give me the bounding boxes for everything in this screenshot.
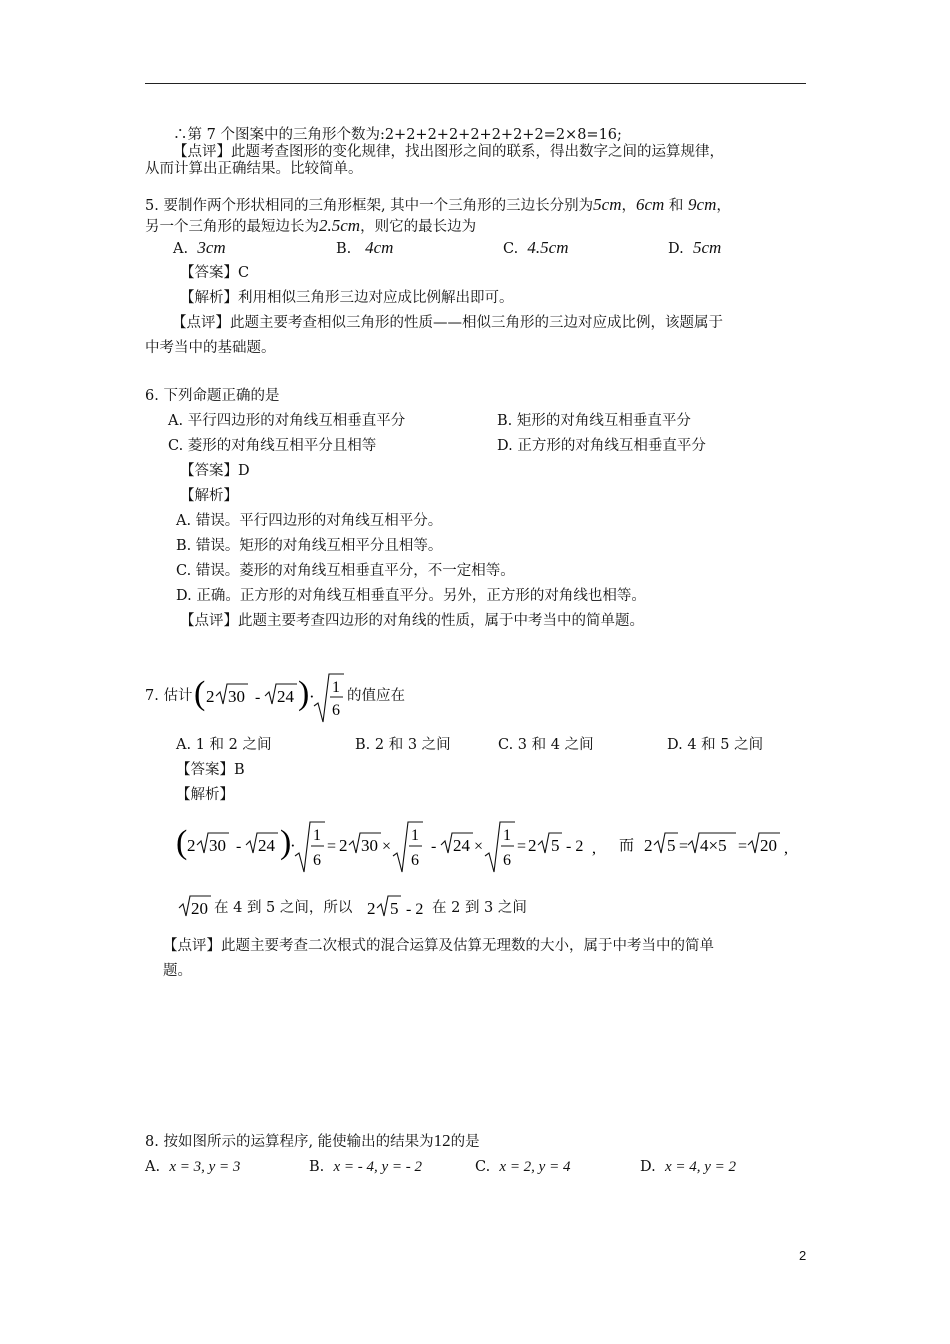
q8-value-12: 12 xyxy=(433,1131,451,1150)
q7-denominator: 6 xyxy=(313,852,321,869)
q8-option-d: D. x = 4, y = 2 xyxy=(640,1159,736,1175)
q6-analysis-head: 【解析】 xyxy=(180,488,238,504)
header-rule xyxy=(145,83,806,84)
q7-2sqrt5-minus-2 xyxy=(366,894,432,922)
q7-comma: , xyxy=(592,840,596,857)
q5-stem-text: ，则它的最长边为 xyxy=(360,219,477,235)
q7-dot: · xyxy=(290,836,296,855)
q8-option-a: A. x = 3, y = 3 xyxy=(145,1159,241,1175)
q5-option-d: D. 5cm xyxy=(668,238,722,257)
q7-numerator: 1 xyxy=(313,827,321,844)
q5-answer: 【答案】C xyxy=(180,265,250,281)
q5-value-9cm: 9cm xyxy=(688,195,717,214)
q6-stem: 6. 下列命题正确的是 xyxy=(145,388,280,404)
q7-and-word: 而 xyxy=(619,838,635,854)
q5-value-6cm: 6cm xyxy=(636,195,665,214)
q6-analysis-a: A. 错误。平行四边形的对角线互相平分。 xyxy=(176,513,443,529)
q5-and: 和 xyxy=(664,198,689,214)
q7-comment-line1: 【点评】此题主要考查二次根式的混合运算及估算无理数的大小，属于中考当中的简单 xyxy=(163,938,714,954)
intro-comment-line1: 【点评】此题考查图形的变化规律，找出图形之间的联系，得出数字之间的运算规律， xyxy=(173,144,724,160)
q7-right-paren: ) xyxy=(298,675,310,712)
q7-denominator: 6 xyxy=(332,702,340,719)
q7-times: × xyxy=(474,838,484,855)
q5-value-5cm: 5cm xyxy=(593,195,622,214)
q5-stem-line2 xyxy=(145,217,476,236)
q7-stem-expression xyxy=(192,670,347,726)
q7-option-c: C. 3 和 4 之间 xyxy=(498,737,594,753)
q7-radicand-24: 24 xyxy=(277,687,294,706)
q7-coef-two: 2 xyxy=(206,687,215,706)
q5-sep: ， xyxy=(716,198,731,214)
intro-comment-line2: 从而计算出正确结果。比较简单。 xyxy=(145,161,363,177)
q7-left-paren: ( xyxy=(194,675,206,712)
q5-value-2-5cm: 2.5cm xyxy=(319,216,361,235)
q5-option-b: B. 4cm xyxy=(336,238,394,257)
q7-analysis-expression xyxy=(174,816,806,876)
q7-minus: - xyxy=(255,689,261,706)
q6-option-c: C. 菱形的对角线互相平分且相等 xyxy=(168,438,377,454)
q6-option-d: D. 正方形的对角线互相垂直平分 xyxy=(497,438,706,454)
q5-stem-text: 另一个三角形的最短边长为 xyxy=(145,219,319,235)
q7-radicand-4x5: 4×5 xyxy=(700,836,727,855)
q7-equals: = xyxy=(738,838,748,855)
q7-right-paren: ) xyxy=(280,824,292,861)
q6-option-b: B. 矩形的对角线互相垂直平分 xyxy=(497,413,691,429)
q6-option-a: A. 平行四边形的对角线互相垂直平分 xyxy=(168,413,406,429)
q7-equals: = xyxy=(517,838,527,855)
q7-option-a: A. 1 和 2 之间 xyxy=(176,737,272,753)
q8-option-c: C. x = 2, y = 4 xyxy=(475,1159,571,1175)
q7-comment-line2: 题。 xyxy=(163,963,192,979)
q7-radicand-5: 5 xyxy=(551,836,560,855)
q8-stem xyxy=(145,1132,480,1151)
q6-analysis-c: C. 错误。菱形的对角线互相垂直平分，不一定相等。 xyxy=(176,563,515,579)
q7-minus: - xyxy=(236,838,242,855)
q7-coef-two: 2 xyxy=(367,899,376,918)
q7-minus: - xyxy=(431,838,437,855)
q7-minus-two: - 2 xyxy=(566,838,584,855)
q6-analysis-d: D. 正确。正方形的对角线互相垂直平分。另外，正方形的对角线也相等。 xyxy=(176,588,646,604)
q7-coef-two: 2 xyxy=(187,836,196,855)
q7-minus-two: - 2 xyxy=(406,901,424,918)
q8-option-b: B. x = - 4, y = - 2 xyxy=(309,1159,423,1175)
q7-denominator: 6 xyxy=(411,852,419,869)
q7-radicand-30: 30 xyxy=(228,687,245,706)
q7-radicand-5: 5 xyxy=(390,899,399,918)
q6-analysis-b: B. 错误。矩形的对角线互相平分且相等。 xyxy=(176,538,443,554)
q7-radicand-20: 20 xyxy=(760,836,777,855)
q7-coef-two: 2 xyxy=(644,836,653,855)
q7-times: × xyxy=(382,838,392,855)
q5-comment-line1: 【点评】此题主要考查相似三角形的性质——相似三角形的三边对应成比例，该题属于 xyxy=(172,315,723,331)
q5-sep: ， xyxy=(621,198,636,214)
q7-radicand-24: 24 xyxy=(258,836,275,855)
q5-option-c: C. 4.5cm xyxy=(503,238,569,257)
q7-radicand-5: 5 xyxy=(667,836,676,855)
q7-option-b: B. 2 和 3 之间 xyxy=(355,737,451,753)
q7-equals: = xyxy=(327,838,337,855)
q7-denominator: 6 xyxy=(503,852,511,869)
q7-sqrt20 xyxy=(178,894,212,922)
q7-numerator: 1 xyxy=(503,827,511,844)
q7-coef-two: 2 xyxy=(528,836,537,855)
q6-comment: 【点评】此题主要考查四边形的对角线的性质，属于中考当中的简单题。 xyxy=(180,613,644,629)
q5-option-a: A. 3cm xyxy=(173,238,226,257)
q7-conclusion-text: 在 2 到 3 之间 xyxy=(432,900,527,916)
q7-comma: , xyxy=(784,840,788,857)
q7-stem-prefix: 7. 估计 xyxy=(145,688,193,704)
q7-coef-two: 2 xyxy=(339,836,348,855)
q7-dot: · xyxy=(309,687,315,706)
intro-line: ∴第 7 个图案中的三角形个数为:2+2+2+2+2+2+2+2=2×8=16; xyxy=(173,127,622,143)
q6-answer: 【答案】D xyxy=(180,463,250,479)
q7-stem-suffix: 的值应在 xyxy=(347,688,405,704)
q7-numerator: 1 xyxy=(411,827,419,844)
q5-stem-text: 5. 要制作两个形状相同的三角形框架, 其中一个三角形的三边长分别为 xyxy=(145,198,594,214)
q7-equals: = xyxy=(679,838,689,855)
q7-radicand-20: 20 xyxy=(191,899,208,918)
q7-analysis-head: 【解析】 xyxy=(176,787,234,803)
q7-left-paren: ( xyxy=(176,824,188,861)
q7-radicand-30: 30 xyxy=(209,836,226,855)
q5-analysis: 【解析】利用相似三角形三边对应成比例解出即可。 xyxy=(180,290,514,306)
q7-radicand-30: 30 xyxy=(361,836,378,855)
q7-conclusion-text: 在 4 到 5 之间，所以 xyxy=(214,900,353,916)
q5-stem-line1 xyxy=(145,196,731,215)
q7-numerator: 1 xyxy=(332,679,340,696)
q5-comment-line2: 中考当中的基础题。 xyxy=(145,340,276,356)
q7-answer: 【答案】B xyxy=(176,762,245,778)
page-number: 2 xyxy=(799,1248,807,1263)
q8-stem-text: 的是 xyxy=(450,1134,480,1150)
q7-option-d: D. 4 和 5 之间 xyxy=(667,737,764,753)
q7-radicand-24: 24 xyxy=(453,836,470,855)
q8-stem-text: 8. 按如图所示的运算程序, 能使输出的结果为 xyxy=(145,1134,434,1150)
